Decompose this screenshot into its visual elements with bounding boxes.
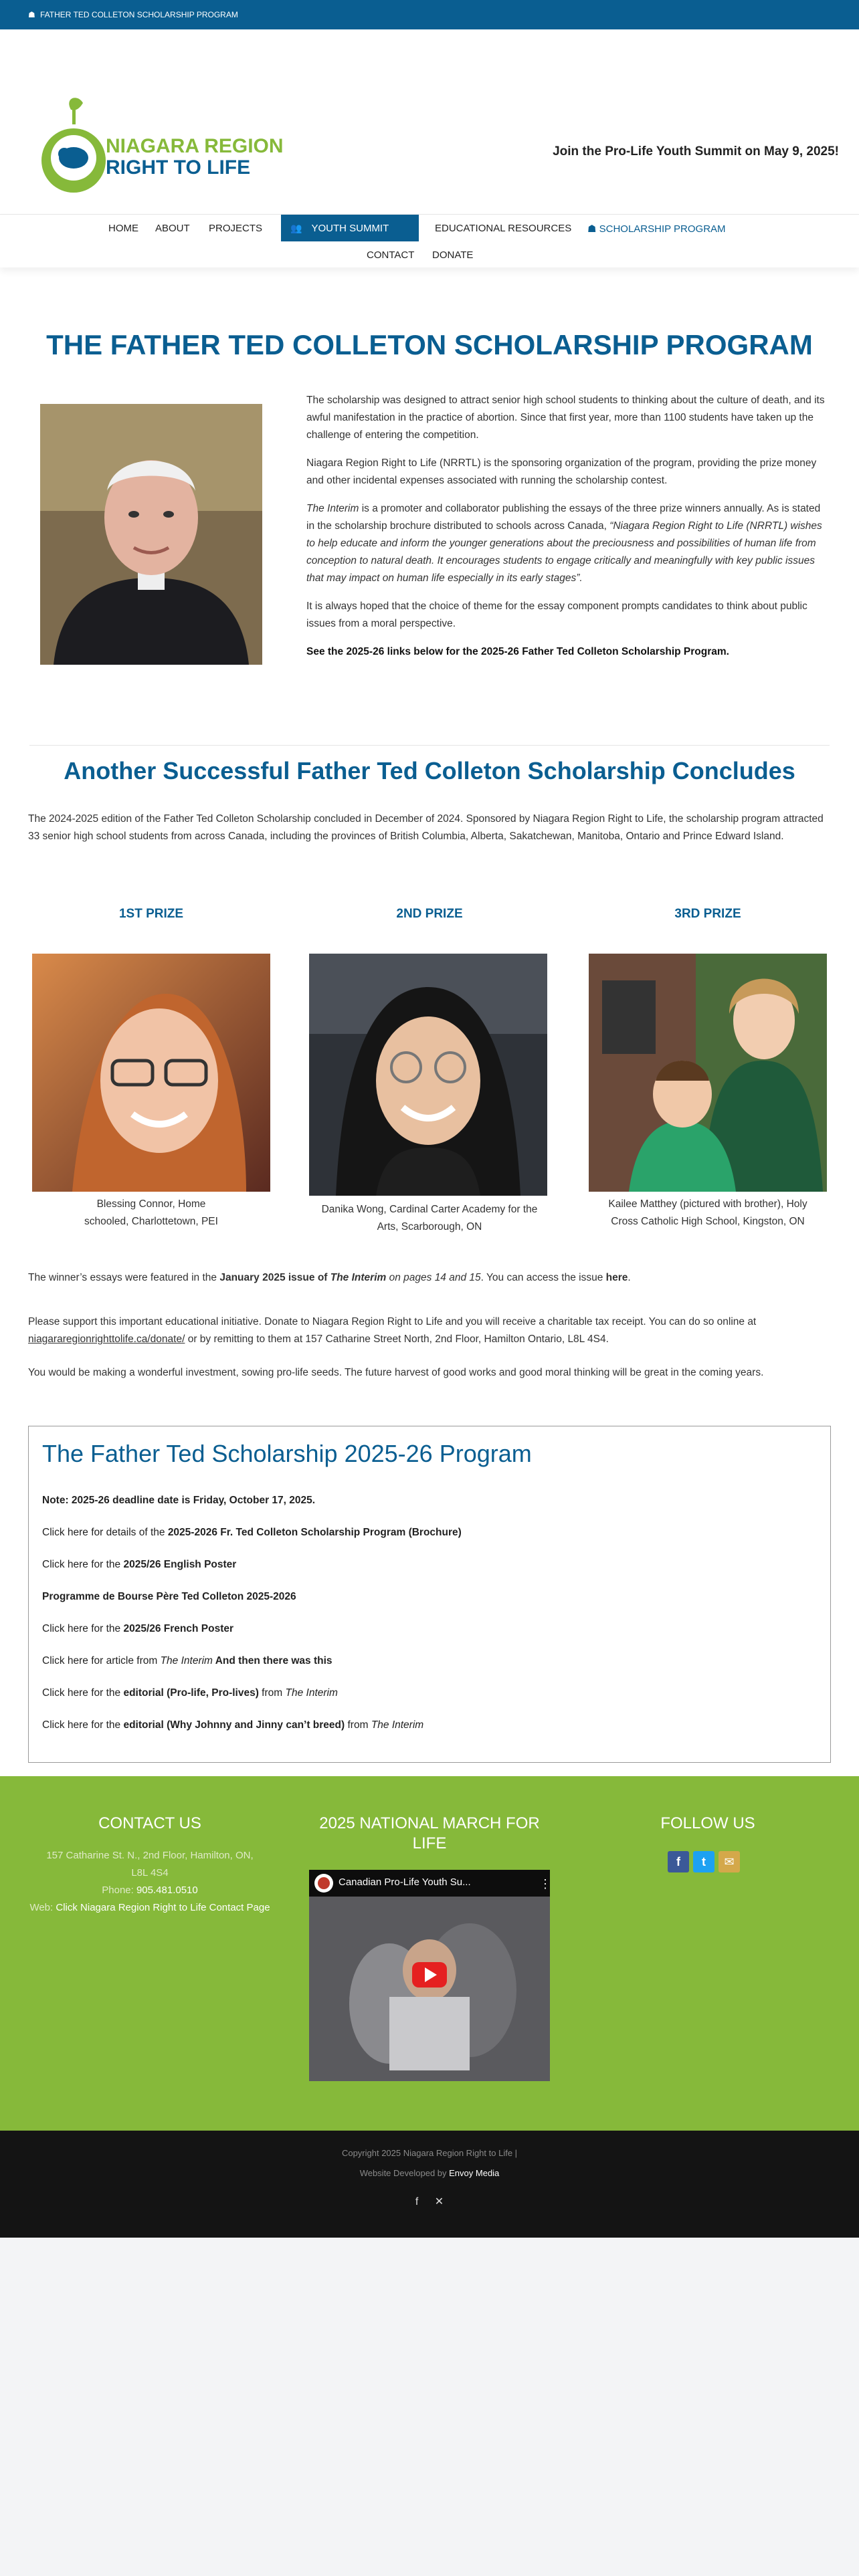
nav-home[interactable]: HOME [108,223,138,234]
nav-youth-summit-label: YOUTH SUMMIT [311,222,389,234]
follow-column [587,1814,828,1847]
nav-projects[interactable]: PROJECTS [209,223,263,234]
issue-here-link[interactable]: here [605,1272,628,1283]
text-span: Click here for the [42,1559,124,1570]
prize-heading-3: 3RD PRIZE [674,907,741,921]
bottom-social [0,2195,859,2208]
nav-contact[interactable]: CONTACT [367,249,415,261]
site-header [0,29,859,214]
program-title: The Father Ted Scholarship 2025-26 Program [42,1440,532,1467]
support-text [28,1313,831,1348]
follow-title: FOLLOW US [660,1814,755,1832]
email-icon[interactable]: ✉ [719,1851,740,1872]
twitter-icon[interactable]: t [693,1851,714,1872]
link-label: 2025/26 French Poster [123,1623,234,1634]
phone-line [29,1882,270,1899]
brochure-quote: “Niagara Region Right to Life (NRRTL) wishes to help educate and inform the younger generations about the preciousness and possibilities of human life from conception to natural death. It encourages students to engage critically and meaningfully with key public issues that may impact on human life especially in its early stages”. [306,520,822,584]
winner-caption-2 [302,1201,557,1236]
address-line: 157 Catharine St. N., 2nd Floor, Hamilton, ON, [46,1850,254,1861]
winner-photo-2 [309,954,547,1196]
users-icon: 👥 [290,222,302,233]
see-links-line: See the 2025-26 links below for the 2025-26 Father Ted Colleton Scholarship Program. [306,646,729,657]
text-span: or by remitting to them at 157 Catharine Street North, 2nd Floor, Hamilton Ontario, L8L 4S4. [185,1333,609,1345]
caption-line: Arts, Scarborough, ON [377,1221,482,1232]
facebook-icon[interactable]: f [415,2196,419,2208]
facebook-icon[interactable]: f [668,1851,689,1872]
text-span: from [258,1687,286,1699]
english-poster-link[interactable] [42,1559,236,1571]
intro-paragraph: The scholarship was designed to attract senior high school students to thinking about the culture of death, and its awful manifestation in the practice of abortion. Since that first year, more than 1100 students have taken up the challenge of entering the competition. [306,395,825,441]
intro-paragraph: It is always hoped that the choice of theme for the essay component prompts candidates to think about public issues from a moral perspective. [306,601,807,629]
text-span: Click here for the [42,1623,124,1634]
developer-credit [0,2168,859,2178]
site-footer [0,1776,859,2131]
text-span: Click here for article from [42,1655,161,1667]
winner-photo-3 [589,954,827,1192]
prize-heading-1: 1ST PRIZE [118,907,184,921]
link-label: 2025-2026 Fr. Ted Colleton Scholarship Program (Brochure) [167,1527,462,1538]
text-span: The winner’s essays were featured in the [28,1272,220,1283]
copyright: Copyright 2025 Niagara Region Right to Life | [341,2148,518,2158]
video-title: Canadian Pro-Life Youth Su... [339,1876,471,1888]
youtube-video[interactable] [309,1870,550,2081]
editorial-prolife-link[interactable] [42,1687,338,1699]
intro-text-span: is a promoter and collaborator publishing the essays of the three prize winners annually. As is stated in the scholarship brochure distributed to schools across Canada, [306,503,821,532]
prize-heading-2: 2ND PRIZE [396,907,463,921]
march-column [309,1814,550,1867]
father-ted-portrait [40,404,262,665]
winner-caption-3 [581,1196,835,1230]
text-span: Click here for details of the [42,1527,168,1538]
main-content [0,267,859,1776]
top-bar-text[interactable]: FATHER TED COLLETON SCHOLARSHIP PROGRAM [40,10,238,19]
link-label: editorial (Pro-life, Pro-lives) [123,1687,259,1699]
caption-line: Danika Wong, Cardinal Carter Academy for the [321,1204,538,1215]
developer-link[interactable]: Envoy Media [449,2168,500,2178]
nav-youth-summit[interactable] [281,215,419,241]
link-label: 2025/26 English Poster [123,1559,237,1570]
phone-number[interactable]: 905.481.0510 [136,1885,198,1896]
intro-text [306,392,828,671]
x-icon[interactable]: ✕ [434,2196,444,2208]
graduation-cap-icon: ☗ [587,223,599,235]
caption-line: Kailee Matthey (pictured with brother), Holy [608,1198,807,1210]
interim-name: The Interim [285,1687,338,1699]
logo-line2: RIGHT TO LIFE [106,156,251,179]
promo-text[interactable]: Join the Pro-Life Youth Summit on May 9, 2025! [553,144,839,158]
site-logo[interactable] [31,96,284,214]
main-nav [0,214,859,267]
phone-label: Phone: [102,1885,136,1896]
page-title: THE FATHER TED COLLETON SCHOLARSHIP PROGRAM [46,329,813,360]
winner-photo-1 [32,954,270,1192]
interim-article-link[interactable] [42,1655,332,1667]
divider [29,745,830,746]
top-bar [0,0,859,29]
dev-label: Website Developed by [359,2168,450,2178]
winner-caption-1 [31,1196,272,1230]
nav-scholarship-label: SCHOLARSHIP PROGRAM [599,223,726,235]
nav-scholarship-program[interactable] [587,223,726,235]
caption-line: schooled, Charlottetown, PEI [84,1216,218,1227]
web-label: Web: [29,1902,56,1913]
svg-text:⋮: ⋮ [539,1877,551,1891]
text-span: Click here for the [42,1719,124,1731]
french-program-link[interactable]: Programme de Bourse Père Ted Colleton 2025-2026 [42,1591,296,1602]
essays-featured-text [28,1269,831,1287]
link-label: And then there was this [212,1655,332,1667]
web-line [29,1899,270,1917]
deadline-note: Note: 2025-26 deadline date is Friday, October 17, 2025. [42,1495,316,1506]
interim-name: The Interim [306,503,359,514]
nav-donate[interactable]: DONATE [432,249,474,261]
conclusion-text: The 2024-2025 edition of the Father Ted Colleton Scholarship concluded in December of 2024. Sponsored by Niagara Region Right to Life, the scholarship program attracted 33 senior high school students from across Canada, including the provinces of British Columbia, Alberta, Sakatchewan, Manitoba, Ontario and Prince Edward Island. [28,813,824,842]
caption-line: Blessing Connor, Home [96,1198,206,1210]
text-span: Click here for the [42,1687,124,1699]
intro-paragraph [306,500,828,587]
nav-about[interactable]: ABOUT [155,223,190,234]
nav-educational-resources[interactable]: EDUCATIONAL RESOURCES [435,223,572,234]
address-line: L8L 4S4 [131,1867,169,1879]
social-links [668,1851,740,1872]
caption-line: Cross Catholic High School, Kingston, ON [611,1216,805,1227]
program-box [28,1426,831,1763]
interim-name: The Interim [330,1272,387,1283]
interim-name: The Interim [371,1719,424,1731]
march-title: 2025 NATIONAL MARCH FOR LIFE [319,1814,540,1852]
contact-page-link[interactable]: Click Niagara Region Right to Life Contact Page [56,1902,270,1913]
contact-column [29,1814,270,1917]
contact-title: CONTACT US [98,1814,201,1832]
issue-label: January 2025 issue of [219,1272,330,1283]
link-label: editorial (Why Johnny and Jinny can’t breed) [123,1719,345,1731]
editorial-johnny-link[interactable] [42,1719,423,1731]
text-span: Please support this important educational initiative. Donate to Niagara Region Right to Life and you will receive a charitable tax receipt. You can do so online at [28,1316,757,1327]
logo-line1: NIAGARA REGION [106,135,284,157]
interim-name: The Interim [160,1655,213,1667]
donate-link[interactable]: niagararegionrighttolife.ca/donate/ [28,1333,185,1345]
conclusion-title: Another Successful Father Ted Colleton Scholarship Concludes [64,757,795,784]
text-span: from [345,1719,371,1731]
graduation-cap-icon: ☗ [28,10,35,19]
investment-text: You would be making a wonderful investment, sowing pro-life seeds. The future harvest of good works and good moral thinking will be great in the coming years. [28,1367,764,1378]
text-span: . [628,1272,631,1283]
brochure-link[interactable] [42,1527,462,1539]
bottom-bar [0,2131,859,2238]
text-span: . You can access the issue [480,1272,606,1283]
intro-paragraph: Niagara Region Right to Life (NRRTL) is the sponsoring organization of the program, providing the prize money and other incidental expenses associated with running the scholarship contest. [306,457,817,486]
pages-text: on pages 14 and 15 [386,1272,481,1283]
french-poster-link[interactable] [42,1623,233,1635]
